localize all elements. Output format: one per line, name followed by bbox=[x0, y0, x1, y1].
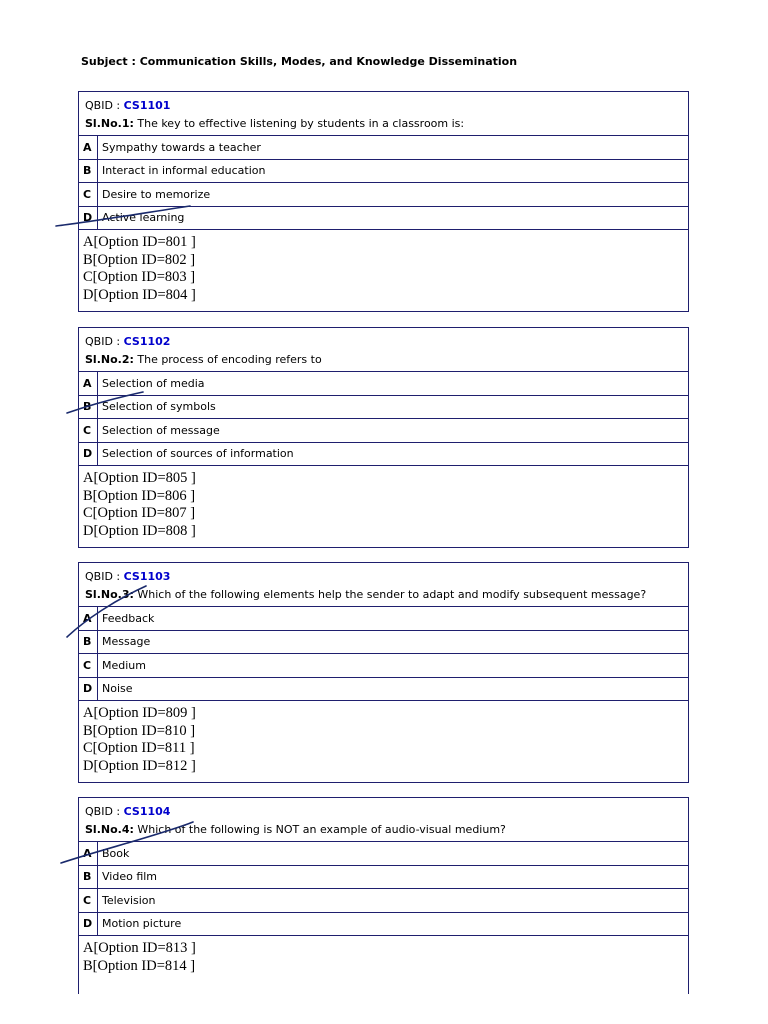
option-letter: C bbox=[79, 889, 98, 912]
option-row bbox=[79, 396, 688, 420]
option-row bbox=[79, 607, 688, 631]
question-header bbox=[79, 798, 688, 842]
option-letter: D bbox=[79, 443, 98, 466]
option-row bbox=[79, 372, 688, 396]
option-letter: B bbox=[79, 396, 98, 419]
question-text: Which of the following is NOT an example of audio-visual medium? bbox=[133, 823, 506, 836]
qbid-label: QBID : bbox=[85, 570, 124, 583]
option-id-line: C[Option ID=811 ] bbox=[83, 740, 195, 757]
question-block bbox=[78, 562, 689, 783]
option-row bbox=[79, 678, 688, 702]
option-id-line: D[Option ID=804 ] bbox=[83, 287, 196, 304]
qbid-value: CS1104 bbox=[123, 805, 171, 818]
option-id-line: C[Option ID=803 ] bbox=[83, 269, 196, 286]
option-letter: D bbox=[79, 678, 98, 701]
option-text: Book bbox=[102, 846, 130, 860]
option-text: Active learning bbox=[102, 211, 185, 225]
option-letter: C bbox=[79, 419, 98, 442]
qbid-value: CS1103 bbox=[123, 570, 171, 583]
option-row bbox=[79, 889, 688, 913]
option-id-line: B[Option ID=802 ] bbox=[83, 251, 196, 268]
option-ids bbox=[79, 936, 688, 994]
serial-number: Sl.No.1: bbox=[85, 117, 134, 130]
question-text: The key to effective listening by students in a classroom is: bbox=[133, 117, 465, 130]
option-row bbox=[79, 419, 688, 443]
option-letter: B bbox=[79, 631, 98, 654]
option-id-line: C[Option ID=807 ] bbox=[83, 505, 196, 522]
question-header bbox=[79, 328, 688, 372]
question-text: The process of encoding refers to bbox=[133, 353, 322, 366]
option-letter: A bbox=[79, 136, 98, 159]
option-row bbox=[79, 183, 688, 207]
option-text: Medium bbox=[102, 658, 146, 672]
option-id-line: D[Option ID=808 ] bbox=[83, 523, 196, 540]
option-id-line: A[Option ID=809 ] bbox=[83, 705, 196, 721]
option-text: Selection of symbols bbox=[102, 400, 216, 414]
option-row bbox=[79, 913, 688, 937]
option-text: Sympathy towards a teacher bbox=[102, 140, 261, 154]
option-id-line: A[Option ID=801 ] bbox=[83, 234, 196, 250]
option-id-line: A[Option ID=813 ] bbox=[83, 940, 196, 956]
option-id-line: B[Option ID=806 ] bbox=[83, 487, 196, 504]
option-text: Motion picture bbox=[102, 917, 182, 931]
option-row bbox=[79, 443, 688, 467]
option-id-line: D[Option ID=812 ] bbox=[83, 758, 196, 775]
option-row bbox=[79, 160, 688, 184]
serial-number: Sl.No.2: bbox=[85, 353, 134, 366]
option-row bbox=[79, 207, 688, 231]
option-text: Message bbox=[102, 635, 151, 649]
option-text: Selection of sources of information bbox=[102, 447, 294, 461]
option-row bbox=[79, 136, 688, 160]
serial-number: Sl.No.3: bbox=[85, 588, 134, 601]
option-id-line: A[Option ID=805 ] bbox=[83, 470, 196, 486]
question-text: Which of the following elements help the sender to adapt and modify subsequent message? bbox=[133, 588, 647, 601]
option-letter: C bbox=[79, 654, 98, 677]
qbid-value: CS1101 bbox=[123, 99, 171, 112]
option-letter: A bbox=[79, 372, 98, 395]
option-text: Desire to memorize bbox=[102, 187, 211, 201]
question-block bbox=[78, 797, 689, 994]
option-ids bbox=[79, 230, 688, 311]
question-block bbox=[78, 327, 689, 548]
option-text: Television bbox=[102, 893, 156, 907]
option-text: Interact in informal education bbox=[102, 164, 266, 178]
option-text: Selection of message bbox=[102, 423, 220, 437]
option-row bbox=[79, 866, 688, 890]
option-letter: A bbox=[79, 842, 98, 865]
question-header bbox=[79, 92, 688, 136]
option-row bbox=[79, 631, 688, 655]
option-letter: B bbox=[79, 160, 98, 183]
qbid-label: QBID : bbox=[85, 335, 124, 348]
question-block bbox=[78, 91, 689, 312]
qbid-label: QBID : bbox=[85, 805, 124, 818]
option-id-line: B[Option ID=810 ] bbox=[83, 722, 196, 739]
option-row bbox=[79, 654, 688, 678]
subject-heading: Subject : Communication Skills, Modes, and Knowledge Dissemination bbox=[81, 55, 518, 68]
option-letter: D bbox=[79, 913, 98, 936]
option-text: Feedback bbox=[102, 611, 155, 625]
option-letter: B bbox=[79, 866, 98, 889]
serial-number: Sl.No.4: bbox=[85, 823, 134, 836]
option-text: Noise bbox=[102, 682, 133, 696]
option-letter: A bbox=[79, 607, 98, 630]
option-id-line: B[Option ID=814 ] bbox=[83, 957, 196, 974]
option-letter: D bbox=[79, 207, 98, 230]
option-letter: C bbox=[79, 183, 98, 206]
option-text: Selection of media bbox=[102, 376, 205, 390]
qbid-value: CS1102 bbox=[123, 335, 171, 348]
option-row bbox=[79, 842, 688, 866]
qbid-label: QBID : bbox=[85, 99, 124, 112]
question-header bbox=[79, 563, 688, 607]
option-ids bbox=[79, 701, 688, 782]
option-text: Video film bbox=[102, 870, 158, 884]
option-ids bbox=[79, 466, 688, 547]
